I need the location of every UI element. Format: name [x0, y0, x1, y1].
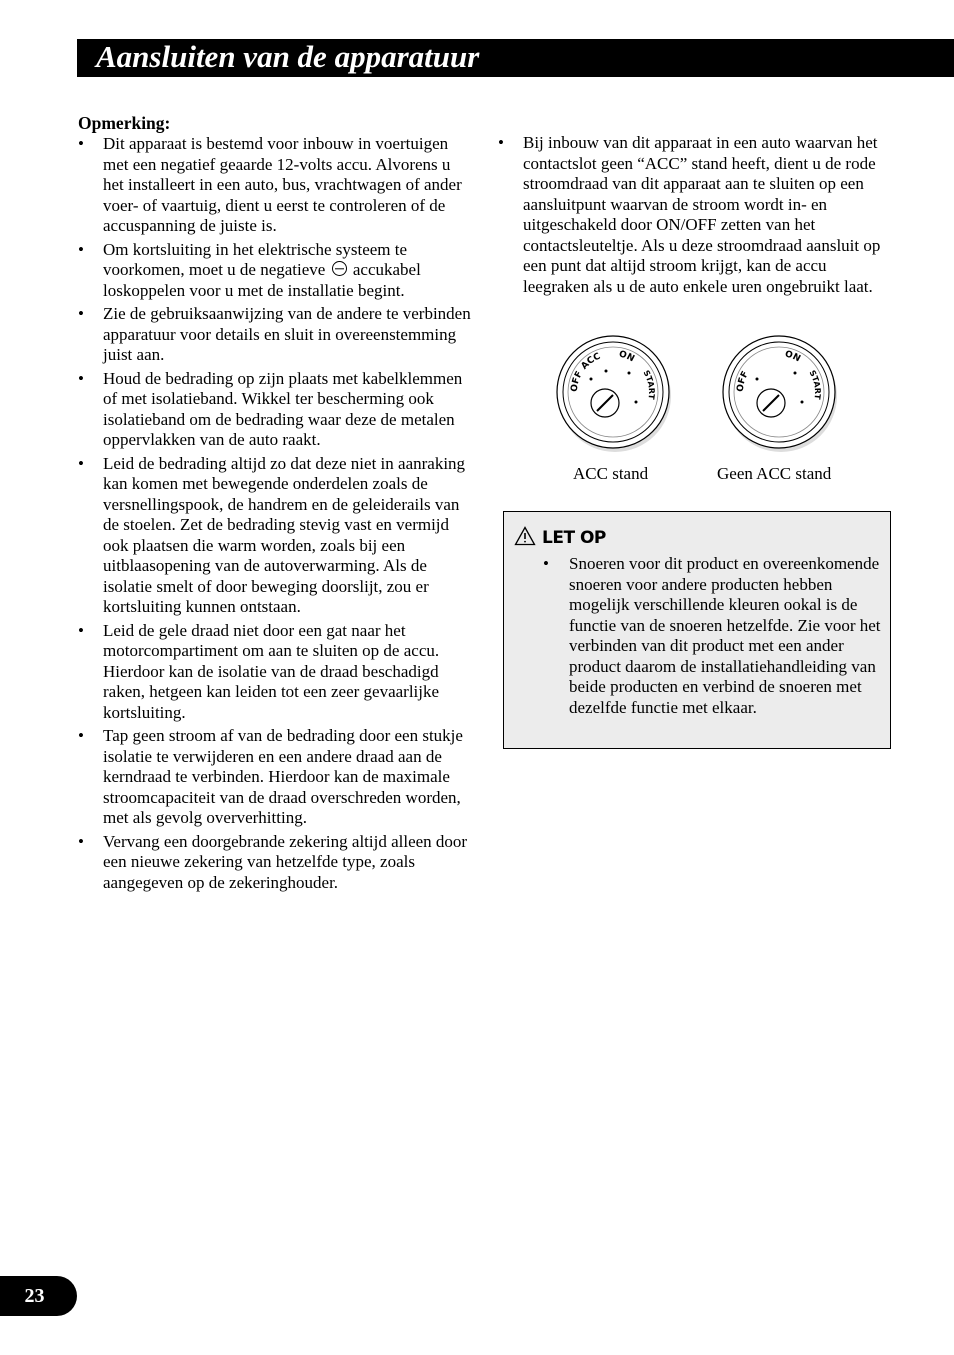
right-column [498, 133, 890, 300]
page-title: Aansluiten van de apparatuur [96, 39, 480, 74]
bullet: • [78, 726, 84, 745]
list-item [78, 304, 472, 366]
no-acc-ignition-switch-icon [721, 332, 837, 452]
list-item-text: Leid de bedrading altijd zo dat deze niet in aanraking kan komen met bewegende onderdelen zoals de versnellingspook, de handrem en de geleiderails van de stoelen. Zet de bedrading stevig vast en vermijd ook plaatsen die warm worden, zoals bij een uitblaasopening van de autoverwarming. Als de isolatie smelt of door beweging doorslijt, zou er kortsluiting kunnen ontstaan. [103, 453, 466, 616]
list-item-text: Dit apparaat is bestemd voor inbouw in voertuigen met een negatief geaarde 12-volts accu. Alvorens u het installeert in een auto, bus, vrachtwagen of ander voer- of vaartuig, dient u eerst te controleren of de accuspanning de juiste is. [103, 134, 462, 235]
list-item-text: Om kortsluiting in het elektrische systeem te voorkomen, moet u de negatieve [103, 239, 408, 279]
on-label: ON [617, 349, 636, 365]
note-list [78, 134, 472, 893]
start-label: START [641, 368, 657, 400]
list-item-text-tail: accukabel loskoppelen voor u met de installatie begint. [103, 260, 421, 300]
page-number: 23 [0, 1276, 77, 1316]
list-item [78, 621, 472, 724]
list-item [78, 726, 472, 829]
bullet: • [78, 304, 84, 323]
bullet: • [78, 134, 84, 153]
off-label: OFF [569, 369, 585, 393]
on-label: ON [783, 349, 802, 365]
ignition-switch-figure [555, 332, 855, 492]
off-label: OFF [735, 369, 751, 393]
list-item-text: Houd de bedrading op zijn plaats met kabelklemmen of met isolatieband. Wikkel ter bescherming ook isolatieband om de bedrading waar deze de metalen oppervlakken van de auto raakt. [103, 368, 463, 449]
bullet: • [78, 368, 84, 388]
list-item [498, 133, 890, 297]
note-heading: Opmerking: [78, 113, 171, 133]
caution-list [543, 554, 883, 721]
list-item [78, 369, 472, 451]
negative-terminal-icon [332, 261, 347, 276]
list-item-text: Snoeren voor dit product en overeenkomende snoeren voor andere producten hebben mogelijk verschillende kleuren ookal is de functie van de snoeren hetzelfde. Zie voor het verbinden van dit product met een ander product daarom de installatiehandleiding van beide producten en verbind de snoeren met dezelfde functie met elkaar. [569, 554, 881, 717]
list-item-text: Tap geen stroom af van de bedrading door een stukje isolatie te verwijderen en een andere draad aan de kerndraad te verbinden. Hierdoor kan de maximale stroomcapaciteit van de draad overschreden worden, met als gevolg oververhitting. [103, 726, 463, 827]
right-list [498, 133, 890, 297]
header-bar [77, 39, 954, 77]
bullet: • [78, 620, 84, 640]
start-label: START [807, 368, 823, 400]
bullet: • [498, 133, 504, 152]
warning-triangle-icon [514, 526, 536, 546]
caution-heading-text: LET OP [542, 528, 606, 548]
acc-label: ACC [579, 351, 603, 372]
bullet: • [78, 239, 84, 259]
list-item [78, 240, 472, 302]
no-acc-caption: Geen ACC stand [717, 464, 832, 483]
bullet: • [543, 554, 549, 573]
list-item [78, 454, 472, 618]
list-item-text: Zie de gebruiksaanwijzing van de andere te verbinden apparatuur voor details en sluit in overeenstemming juist aan. [103, 304, 471, 364]
list-item-text: Bij inbouw van dit apparaat in een auto waarvan het contactslot geen “ACC” stand heeft, dient u de rode stroomdraad van dit apparaat aan te sluiten op een aansluitpunt waarvan de stroom wordt in- en uitgeschakeld door ON/OFF zetten van het contactsleuteltje. Als u deze stroomdraad aansluit op een punt dat altijd stroom krijgt, kan de accu leegraken als u de auto enkele uren ongebruikt laat. [523, 133, 881, 296]
list-item [78, 134, 472, 237]
caution-heading [514, 526, 606, 550]
caution-box [503, 511, 891, 749]
list-item [543, 554, 883, 718]
list-item [78, 832, 472, 894]
list-item-text: Vervang een doorgebrande zekering altijd alleen door een nieuwe zekering van hetzelfde type, zoals aangegeven op de zekeringhouder. [103, 831, 468, 892]
acc-ignition-switch-icon [555, 332, 671, 452]
bullet: • [78, 831, 84, 851]
list-item-text: Leid de gele draad niet door een gat naar het motorcompartiment om aan te sluiten op de accu. Hierdoor kan de isolatie van de draad beschadigd raken, hetgeen kan leiden tot een zeer gevaarlijke kortsluiting. [103, 620, 440, 722]
acc-caption: ACC stand [573, 464, 649, 483]
left-column [78, 112, 472, 896]
bullet: • [78, 453, 84, 473]
